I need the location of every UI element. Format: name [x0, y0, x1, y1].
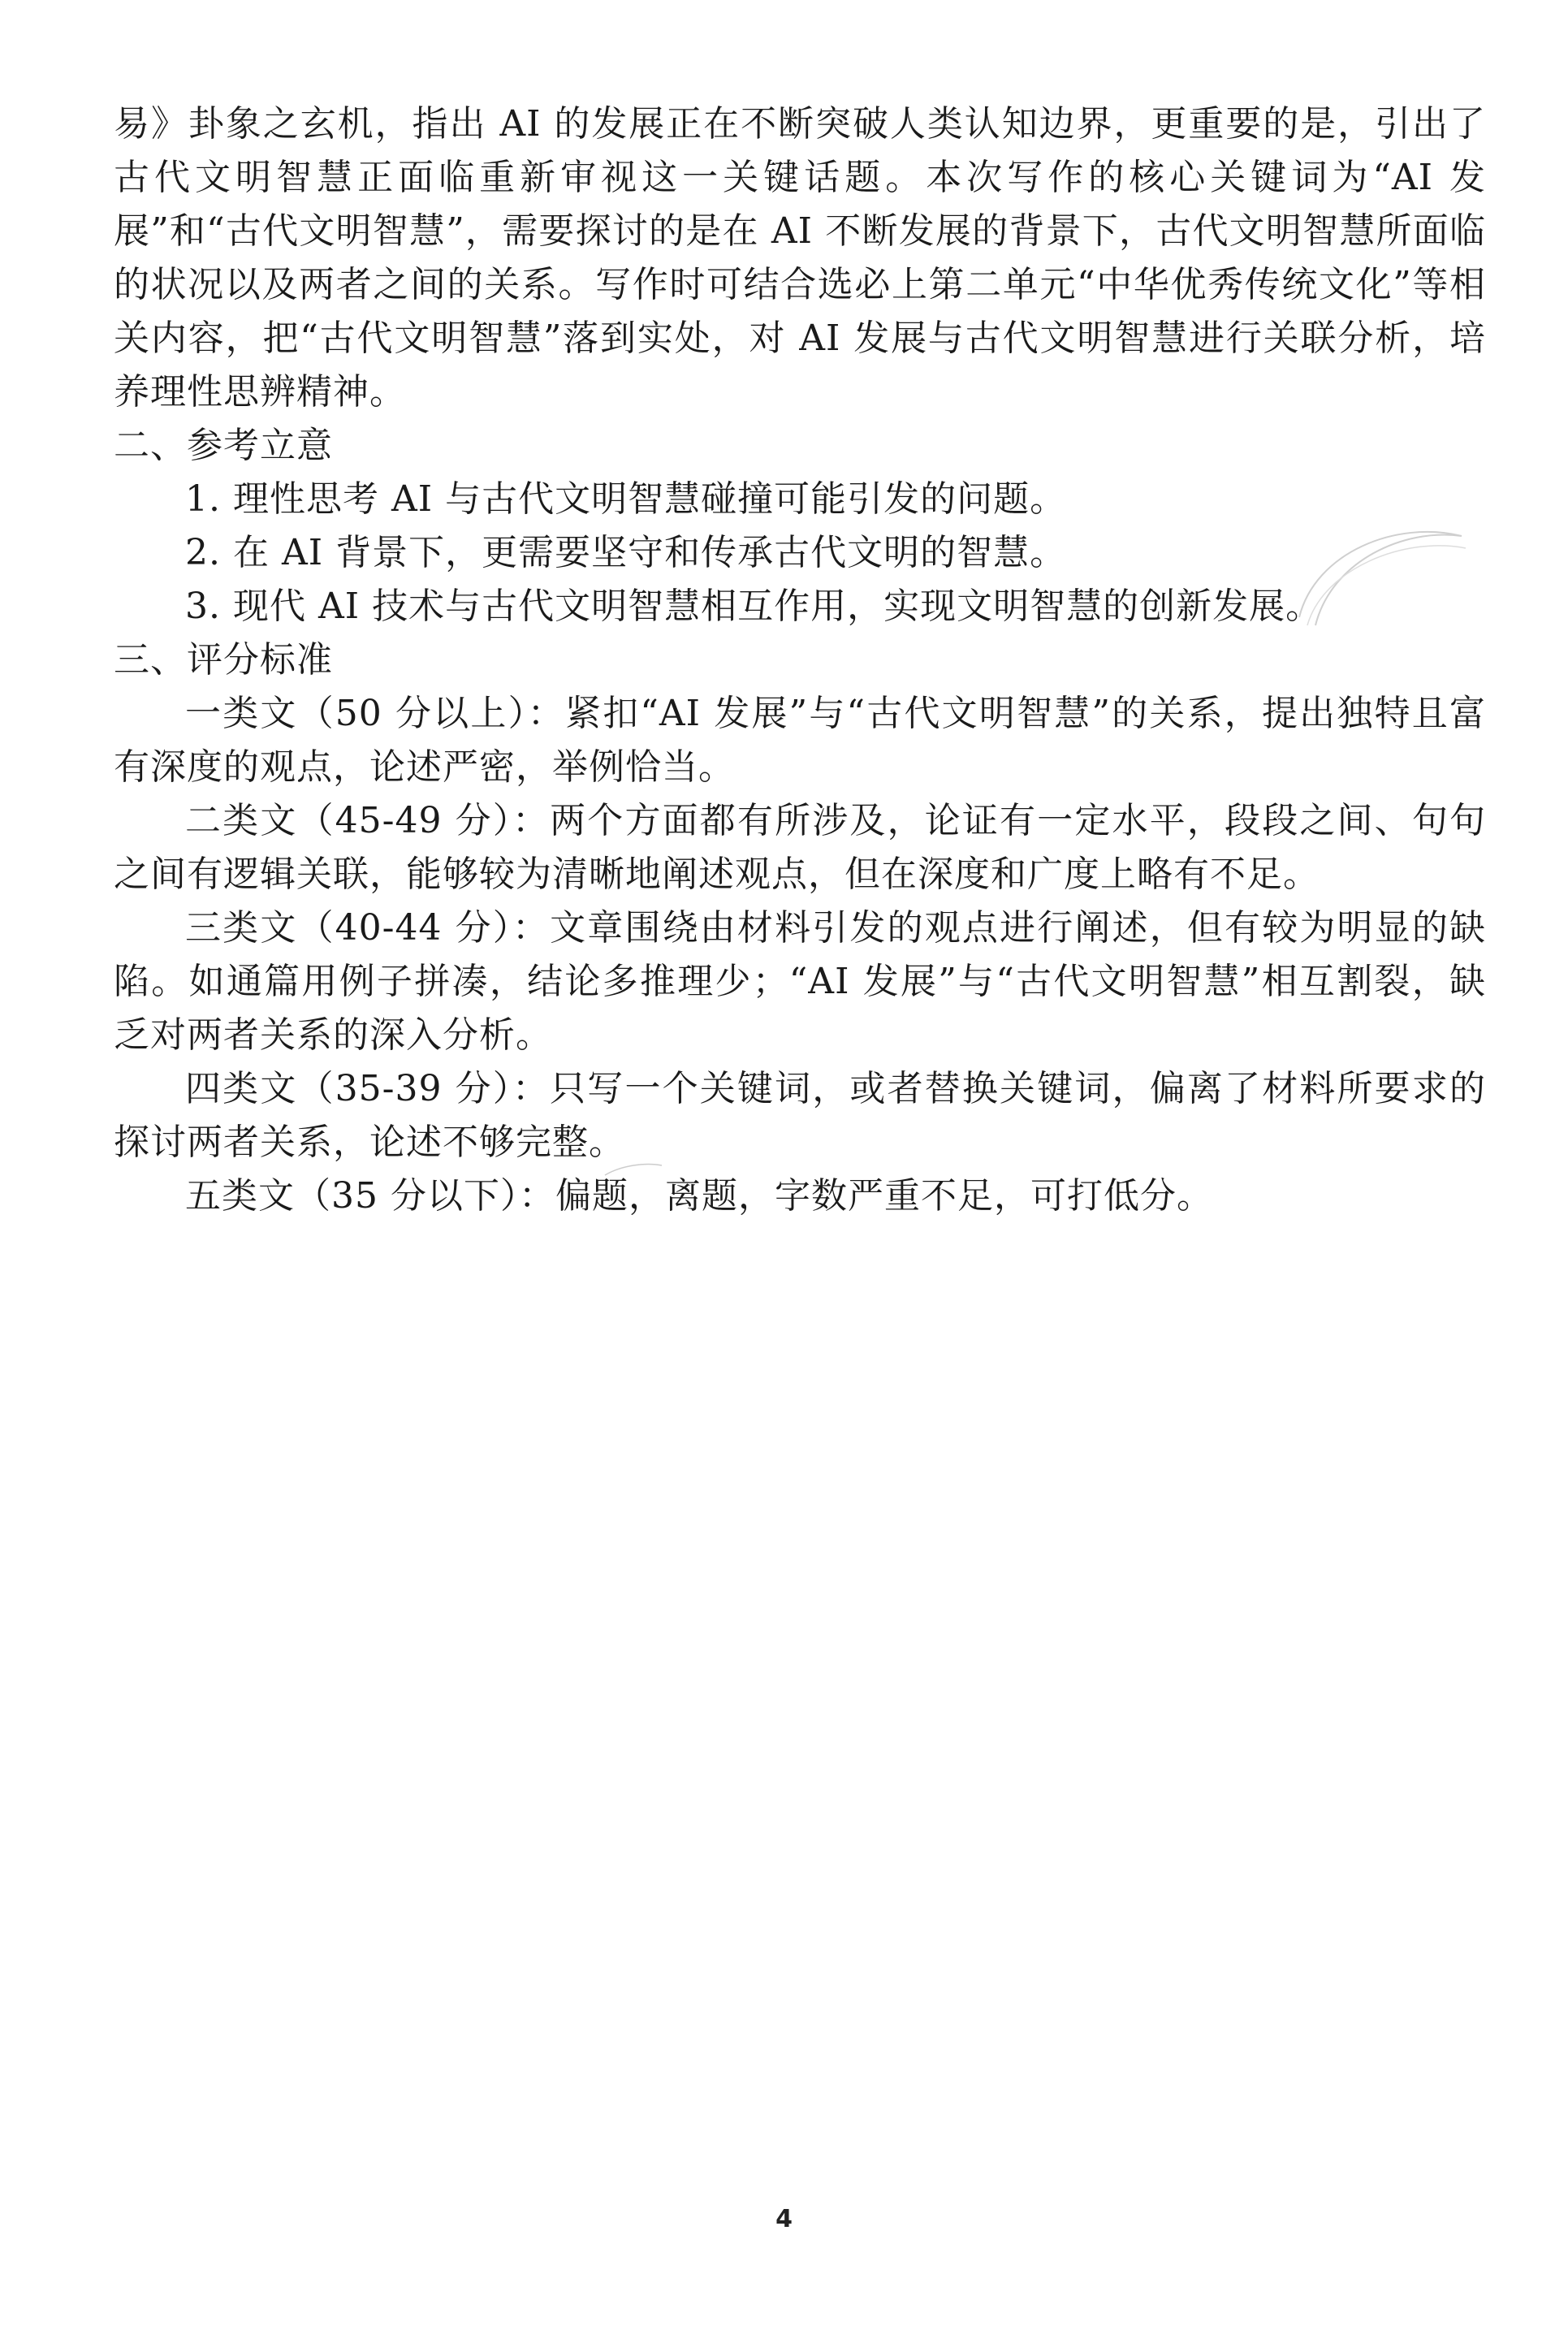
- reference-item: 2. 在 AI 背景下，更需要坚守和传承古代文明的智慧。: [185, 532, 1067, 573]
- document-body: [114, 97, 1486, 1223]
- grade-criterion: 二类文（45-49 分）：两个方面都有所涉及，论证有一定水平，段段之间、句句之间有逻辑关联，能够较为清晰地阐述观点，但在深度和广度上略有不足。: [114, 800, 1486, 895]
- reference-item: 1. 理性思考 AI 与古代文明智慧碰撞可能引发的问题。: [185, 478, 1067, 520]
- page-number: 4: [775, 2205, 793, 2233]
- section-heading-reference: 二、参考立意: [114, 425, 333, 466]
- intro-paragraph: 易》卦象之玄机，指出 AI 的发展正在不断突破人类认知边界，更重要的是，引出了古代文明智慧正面临重新审视这一关键话题。本次写作的核心关键词为“AI 发展”和“古代文明智慧”，需要探讨的是在 AI 不断发展的背景下，古代文明智慧所面临的状况以及两者之间的关系。写作时可结合选必上第二单元“中华优秀传统文化”等相关内容，把“古代文明智慧”落到实处，对 AI 发展与古代文明智慧进行关联分析，培养理性思辨精神。: [114, 103, 1486, 413]
- pencil-stroke-mark: [1283, 504, 1478, 650]
- grade-criterion: 一类文（50 分以上）：紧扣“AI 发展”与“古代文明智慧”的关系，提出独特且富有深度的观点，论述严密，举例恰当。: [114, 693, 1486, 788]
- grade-criterion: 四类文（35-39 分）：只写一个关键词，或者替换关键词，偏离了材料所要求的探讨两者关系，论述不够完整。: [114, 1068, 1486, 1163]
- pencil-stroke-mark: [601, 1157, 666, 1182]
- section-heading-scoring: 三、评分标准: [114, 639, 333, 681]
- reference-item: 3. 现代 AI 技术与古代文明智慧相互作用，实现文明智慧的创新发展。: [185, 586, 1323, 627]
- grade-criterion: 五类文（35 分以下）：偏题，离题，字数严重不足，可打低分。: [185, 1175, 1213, 1217]
- grade-criterion: 三类文（40-44 分）：文章围绕由材料引发的观点进行阐述，但有较为明显的缺陷。如通篇用例子拼凑，结论多推理少；“AI 发展”与“古代文明智慧”相互割裂，缺乏对两者关系的深入分析。: [114, 907, 1486, 1056]
